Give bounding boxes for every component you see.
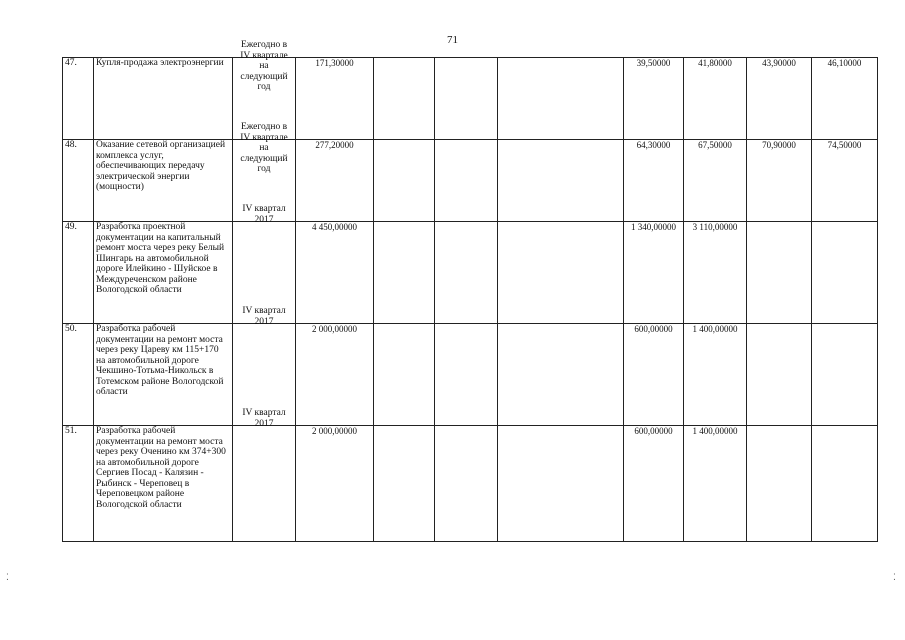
item-term-text: IV квартал 2017 xyxy=(242,306,286,327)
item-name: Разработка рабочей документации на ремонт моста через реку Цареву км 115+170 на автомобильной дороге Чекшино-Тотьма-Никольск в Тотемском районе Вологодской области xyxy=(94,324,233,426)
value-cell xyxy=(498,426,624,542)
table-row xyxy=(63,222,878,324)
row-number: 48. xyxy=(63,140,94,222)
value-cell xyxy=(812,426,878,542)
value-cell: 4 450,00000 xyxy=(296,222,374,324)
item-term-text: Ежегодно в IV квартале на следующий год xyxy=(240,40,288,92)
value-cell: 1 340,00000 xyxy=(624,222,684,324)
value-cell xyxy=(435,58,498,140)
item-name: Купля-продажа электроэнергии xyxy=(94,58,233,140)
value-cell xyxy=(374,58,435,140)
value-cell xyxy=(812,324,878,426)
row-number: 51. xyxy=(63,426,94,542)
value-cell xyxy=(498,324,624,426)
value-cell xyxy=(435,324,498,426)
value-cell: 1 400,00000 xyxy=(684,426,747,542)
table-row xyxy=(63,58,878,140)
value-cell: 43,90000 xyxy=(747,58,812,140)
value-cell xyxy=(374,426,435,542)
value-cell: 64,30000 xyxy=(624,140,684,222)
scan-mark-right: ⁚ xyxy=(893,572,896,582)
table-row xyxy=(63,140,878,222)
table-row xyxy=(63,324,878,426)
value-cell xyxy=(747,222,812,324)
value-cell xyxy=(374,222,435,324)
value-cell xyxy=(374,324,435,426)
item-name: Разработка проектной документации на капитальный ремонт моста через реку Белый Шингарь на автомобильной дороге Илейкино - Шуйское в Междуреченском районе Вологодской области xyxy=(94,222,233,324)
value-cell: 41,80000 xyxy=(684,58,747,140)
row-number: 47. xyxy=(63,58,94,140)
value-cell xyxy=(812,222,878,324)
value-cell: 39,50000 xyxy=(624,58,684,140)
value-cell xyxy=(747,426,812,542)
row-number: 50. xyxy=(63,324,94,426)
item-name: Оказание сетевой организацией комплекса услуг, обеспечивающих передачу электрической энергии (мощности) xyxy=(94,140,233,222)
item-term xyxy=(233,408,296,542)
table-row xyxy=(63,426,878,542)
value-cell xyxy=(747,324,812,426)
value-cell xyxy=(435,140,498,222)
value-cell xyxy=(374,140,435,222)
item-name: Разработка рабочей документации на ремонт моста через реку Оченино км 374+300 на автомобильной дороге Сергиев Посад - Калязин - Рыбинск - Череповец в Череповецком районе Вологодской области xyxy=(94,426,233,542)
value-cell: 1 400,00000 xyxy=(684,324,747,426)
item-term-text: IV квартал 2017 xyxy=(242,204,286,225)
value-cell: 600,00000 xyxy=(624,426,684,542)
row-number: 49. xyxy=(63,222,94,324)
value-cell xyxy=(498,222,624,324)
item-term-text: IV квартал 2017 xyxy=(242,408,286,429)
value-cell: 277,20000 xyxy=(296,140,374,222)
value-cell: 2 000,00000 xyxy=(296,324,374,426)
value-cell: 70,90000 xyxy=(747,140,812,222)
value-cell: 46,10000 xyxy=(812,58,878,140)
value-cell xyxy=(435,426,498,542)
scan-mark-left: ⁚ xyxy=(6,572,9,582)
value-cell: 74,50000 xyxy=(812,140,878,222)
value-cell: 3 110,00000 xyxy=(684,222,747,324)
value-cell: 600,00000 xyxy=(624,324,684,426)
procurement-table xyxy=(62,40,878,542)
page-number: 71 xyxy=(447,34,458,46)
item-term-text: Ежегодно в IV квартале на следующий год xyxy=(240,122,288,174)
value-cell: 67,50000 xyxy=(684,140,747,222)
value-cell xyxy=(435,222,498,324)
value-cell: 171,30000 xyxy=(296,58,374,140)
value-cell xyxy=(498,140,624,222)
value-cell xyxy=(498,58,624,140)
value-cell: 2 000,00000 xyxy=(296,426,374,542)
